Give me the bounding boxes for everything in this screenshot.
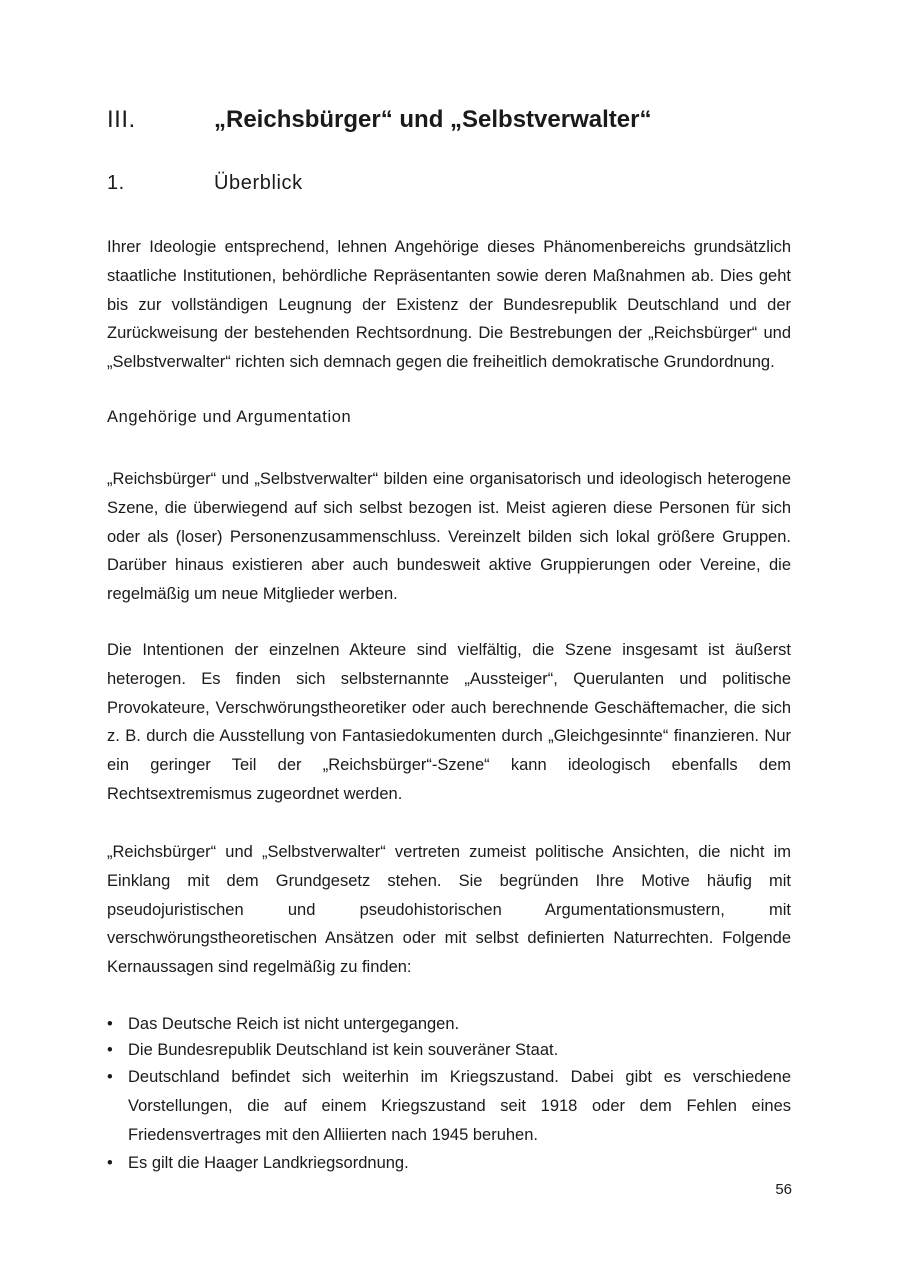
bullet-list [107,1011,791,1178]
list-item [107,1037,791,1063]
list-item-text: Es gilt die Haager Landkriegsordnung. [128,1154,409,1173]
subheading: Angehörige und Argumentation [107,408,352,426]
list-item-text: Deutschland befindet sich weiterhin im Kriegszustand. Dabei gibt es verschiedene Vorstellungen, die auf einem Kriegszustand seit 1918 oder dem Fehlen eines Friedensvertrages mit den Alliierten nach 1945 beruhen. [128,1068,791,1144]
bullet-marker: • [107,1015,113,1033]
chapter-title: „Reichsbürger“ und „Selbstverwalter“ [214,106,652,133]
section-heading [107,172,807,202]
page-number: 56 [775,1181,792,1198]
chapter-heading [107,106,807,140]
section-title: Überblick [214,172,303,194]
list-item [107,1063,791,1149]
paragraph-3: „Reichsbürger“ und „Selbstverwalter“ vertreten zumeist politische Ansichten, die nicht im Einklang mit dem Grundgesetz stehen. Sie begründen Ihre Motive häufig mit pseudojuristischen und pseudohistorischen Argumentationsmustern, mit verschwörungstheoretischen Ansätzen oder mit selbst definierten Naturrechten. Folgende Kernaussagen sind regelmäßig zu finden: [107,843,791,977]
intro-paragraph: Ihrer Ideologie entsprechend, lehnen Angehörige dieses Phänomenbereichs grundsätzlich staatliche Institutionen, behördliche Repräsentanten sowie deren Maßnahmen ab. Dies geht bis zur vollständigen Leugnung der Existenz der Bundesrepublik Deutschland und der Zurückweisung der bestehenden Rechtsordnung. Die Bestrebungen der „Reichsbürger“ und „Selbstverwalter“ richten sich demnach gegen die freiheitlich demokratische Grundordnung. [107,238,791,372]
list-item-text: Das Deutsche Reich ist nicht untergegangen. [128,1015,460,1033]
list-item [107,1011,791,1037]
bullet-marker: • [107,1041,113,1059]
chapter-number: III. [107,106,136,133]
list-item-text: Die Bundesrepublik Deutschland ist kein souveräner Staat. [128,1041,559,1059]
paragraph-2: Die Intentionen der einzelnen Akteure sind vielfältig, die Szene insgesamt ist äußerst heterogen. Es finden sich selbsternannte „Aussteiger“, Querulanten und politische Provokateure, Verschwörungstheoretiker oder auch berechnende Geschäftemacher, die sich z. B. durch die Ausstellung von Fantasiedokumenten durch „Gleichgesinnte“ finanzieren. Nur ein geringer Teil der „Reichsbürger“-Szene“ kann ideologisch ebenfalls dem Rechtsextremismus zugeordnet werden. [107,641,791,803]
paragraph-1: „Reichsbürger“ und „Selbstverwalter“ bilden eine organisatorisch und ideologisch heterogene Szene, die überwiegend auf sich selbst bezogen ist. Meist agieren diese Personen für sich oder als (loser) Personenzusammenschluss. Vereinzelt bilden sich lokal größere Gruppen. Darüber hinaus existieren aber auch bundesweit aktive Gruppierungen oder Vereine, die regelmäßig um neue Mitglieder werben. [107,470,791,604]
bullet-marker: • [107,1154,113,1173]
list-item [107,1149,791,1178]
section-number: 1. [107,172,125,194]
bullet-marker: • [107,1068,113,1086]
